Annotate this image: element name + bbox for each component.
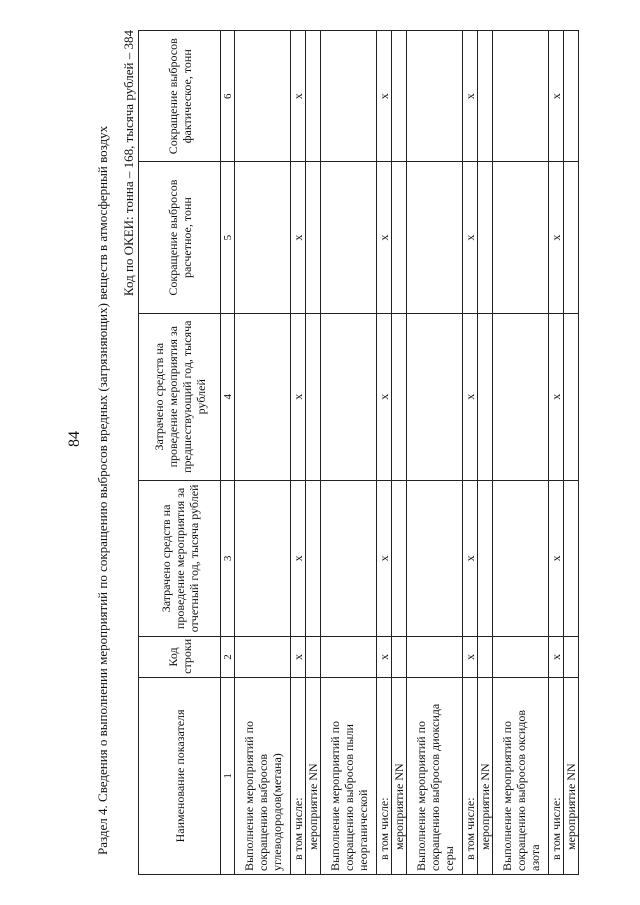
row-spent-previous — [564, 313, 579, 480]
row-code — [564, 637, 579, 678]
table-row-group — [321, 31, 377, 875]
row-reduction-estimated — [321, 162, 377, 313]
row-reduction-actual — [321, 31, 377, 162]
row-spent-reporting — [564, 480, 579, 636]
row-spent-reporting — [407, 480, 463, 636]
row-name: в том числе: — [549, 677, 564, 874]
row-spent-reporting: x — [291, 480, 306, 636]
row-reduction-actual: x — [549, 31, 564, 162]
column-numbers-row — [221, 31, 235, 875]
row-reduction-actual: x — [291, 31, 306, 162]
table-row-including — [463, 31, 478, 875]
row-reduction-actual — [564, 31, 579, 162]
row-reduction-estimated: x — [377, 162, 392, 313]
row-spent-reporting — [478, 480, 493, 636]
row-spent-reporting: x — [377, 480, 392, 636]
row-name: в том числе: — [377, 677, 392, 874]
row-name: Выполнение мероприятий по сокращению выбросов пыли неорганической — [321, 677, 377, 874]
row-code — [493, 637, 549, 678]
row-code — [392, 637, 407, 678]
row-code: x — [463, 637, 478, 678]
row-reduction-estimated: x — [549, 162, 564, 313]
row-reduction-estimated — [478, 162, 493, 313]
table-row-measure — [478, 31, 493, 875]
row-name: мероприятие NN — [392, 677, 407, 874]
header-name: Наименование показателя — [139, 677, 221, 874]
row-reduction-estimated — [306, 162, 321, 313]
row-code — [235, 637, 291, 678]
table-row-including — [377, 31, 392, 875]
row-reduction-actual: x — [463, 31, 478, 162]
row-code: x — [291, 637, 306, 678]
header-spent-previous-year: Затрачено средств на проведение мероприятия за предшествующий год, тысяча рублей — [139, 313, 221, 480]
column-number: 4 — [221, 313, 235, 480]
row-reduction-estimated — [392, 162, 407, 313]
row-reduction-actual — [235, 31, 291, 162]
header-reduction-estimated: Сокращение выбросов расчетное, тонн — [139, 162, 221, 313]
table-row-measure — [306, 31, 321, 875]
row-reduction-actual — [306, 31, 321, 162]
row-reduction-actual — [478, 31, 493, 162]
row-reduction-estimated — [407, 162, 463, 313]
row-reduction-estimated — [564, 162, 579, 313]
row-spent-previous — [478, 313, 493, 480]
row-spent-previous: x — [549, 313, 564, 480]
row-name: мероприятие NN — [564, 677, 579, 874]
column-number: 2 — [221, 637, 235, 678]
row-reduction-estimated: x — [463, 162, 478, 313]
row-spent-previous — [407, 313, 463, 480]
row-reduction-actual — [493, 31, 549, 162]
measures-table — [138, 30, 579, 875]
row-spent-reporting: x — [463, 480, 478, 636]
header-row — [139, 31, 221, 875]
row-reduction-actual — [407, 31, 463, 162]
row-spent-previous — [392, 313, 407, 480]
row-spent-previous — [321, 313, 377, 480]
table-row-including — [291, 31, 306, 875]
row-reduction-actual — [392, 31, 407, 162]
row-name: в том числе: — [291, 677, 306, 874]
table-row-measure — [392, 31, 407, 875]
table-row-including — [549, 31, 564, 875]
column-number: 6 — [221, 31, 235, 162]
row-name: в том числе: — [463, 677, 478, 874]
row-spent-reporting — [321, 480, 377, 636]
row-reduction-estimated — [493, 162, 549, 313]
row-code: x — [377, 637, 392, 678]
row-code — [321, 637, 377, 678]
header-reduction-actual: Сокращение выбросов фактическое, тонн — [139, 31, 221, 162]
column-number: 5 — [221, 162, 235, 313]
page-number: 84 — [66, 431, 83, 447]
row-name: Выполнение мероприятий по сокращению выбросов оксидов азота — [493, 677, 549, 874]
row-code — [407, 637, 463, 678]
row-name: мероприятие NN — [478, 677, 493, 874]
column-number: 3 — [221, 480, 235, 636]
row-name: мероприятие NN — [306, 677, 321, 874]
table-row-group — [407, 31, 463, 875]
row-code: x — [549, 637, 564, 678]
row-name: Выполнение мероприятий по сокращению выбросов диоксида серы — [407, 677, 463, 874]
row-spent-reporting — [392, 480, 407, 636]
row-spent-previous — [306, 313, 321, 480]
row-spent-reporting — [235, 480, 291, 636]
column-number: 1 — [221, 677, 235, 874]
row-spent-reporting: x — [549, 480, 564, 636]
section-title: Раздел 4. Сведения о выполнении мероприятий по сокращению выбросов вредных (загрязняющих) веществ в атмосферный воздух — [95, 125, 110, 855]
row-spent-previous: x — [291, 313, 306, 480]
row-code — [478, 637, 493, 678]
row-reduction-actual: x — [377, 31, 392, 162]
row-spent-previous: x — [377, 313, 392, 480]
row-spent-previous — [493, 313, 549, 480]
okei-codes: Код по ОКЕИ: тонна – 168, тысяча рублей – 384 — [121, 30, 136, 297]
header-spent-reporting-year: Затрачено средств на проведение мероприятия за отчетный год, тысяча рублей — [139, 480, 221, 636]
header-code: Код строки — [139, 637, 221, 678]
row-reduction-estimated — [235, 162, 291, 313]
rotated-page-content — [95, 30, 595, 875]
row-spent-previous: x — [463, 313, 478, 480]
row-spent-reporting — [306, 480, 321, 636]
row-reduction-estimated: x — [291, 162, 306, 313]
row-code — [306, 637, 321, 678]
table-row-group — [493, 31, 549, 875]
row-spent-previous — [235, 313, 291, 480]
row-name: Выполнение мероприятий по сокращению выбросов углеводородов(метана) — [235, 677, 291, 874]
row-spent-reporting — [493, 480, 549, 636]
table-row-measure — [564, 31, 579, 875]
table-row-group — [235, 31, 291, 875]
